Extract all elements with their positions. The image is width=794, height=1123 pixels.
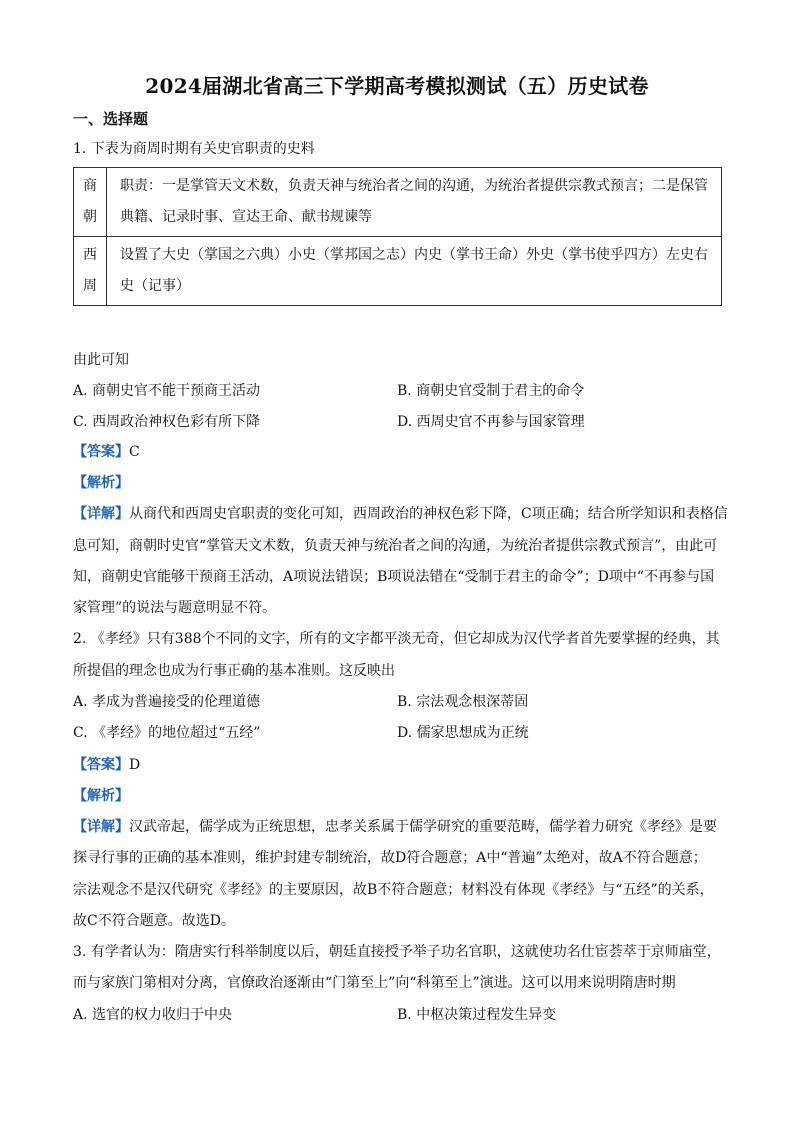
q1-lead: 由此可知 — [73, 352, 129, 368]
detail-tag: 【详解】 — [73, 819, 129, 835]
q3-option-a[interactable]: A. 选官的权力收归于中央 — [73, 1007, 233, 1023]
section-heading: 一、选择题 — [73, 110, 149, 128]
q1-detail-line: 息可知，商朝时史官“掌管天文术数，负责天神与统治者之间的沟通，为统治者提供宗教式预言”，由此可 — [73, 538, 718, 554]
answer-tag: 【答案】 — [73, 757, 129, 773]
q2-option-c[interactable]: C. 《孝经》的地位超过“五经” — [73, 725, 261, 741]
q3-stem: 3. 有学者认为：隋唐实行科举制度以后，朝廷直接授予举子功名官职，这就使功名仕宦荟萃于京师庙堂， — [73, 944, 721, 960]
q1-detail-line: 家管理”的说法与题意明显不符。 — [73, 600, 277, 616]
era-cell: 商 朝 — [74, 168, 107, 237]
table-row — [74, 237, 722, 306]
q2-detail-line: 故C不符合题意。故选D。 — [73, 913, 235, 929]
desc-cell: 职责：一是掌管天文术数，负责天神与统治者之间的沟通，为统治者提供宗教式预言；二是保管 典籍、记录时事、宣达王命、献书规谏等 — [107, 168, 722, 237]
q1-option-b[interactable]: B. 商朝史官受制于君主的命令 — [397, 383, 585, 399]
answer-tag: 【答案】 — [73, 444, 129, 460]
q2-detail-line: 宗法观念不是汉代研究《孝经》的主要原因，故B不符合题意；材料没有体现《孝经》与“五经”的关系， — [73, 882, 714, 898]
detail-tag: 【详解】 — [73, 506, 129, 522]
q2-answer — [73, 755, 140, 775]
q2-option-b[interactable]: B. 宗法观念根深蒂固 — [397, 694, 529, 710]
q1-stem: 1. 下表为商周时期有关史官职责的史料 — [73, 141, 315, 157]
q1-option-d[interactable]: D. 西周史官不再参与国家管理 — [397, 414, 585, 430]
q3-stem: 而与家族门第相对分离，官僚政治逐渐由“门第至上”向“科第至上”演进。这可以用来说明隋唐时期 — [73, 975, 676, 991]
table-row — [74, 168, 722, 237]
q3-option-b[interactable]: B. 中枢决策过程发生异变 — [397, 1007, 557, 1023]
q2-stem: 2. 《孝经》只有388个不同的文字，所有的文字都平淡无奇，但它却成为汉代学者首先要掌握的经典，其 — [73, 631, 720, 647]
era-cell: 西 周 — [74, 237, 107, 306]
desc-cell: 设置了大史（掌国之六典）小史（掌邦国之志）内史（掌书王命）外史（掌书使乎四方）左史右 史（记事） — [107, 237, 722, 306]
q2-stem: 所提倡的理念也成为行事正确的基本准则。这反映出 — [73, 663, 395, 679]
answer-value: C — [129, 444, 140, 460]
q1-option-c[interactable]: C. 西周政治神权色彩有所下降 — [73, 414, 261, 430]
q2-analysis-tag: 【解析】 — [73, 788, 129, 804]
q1-answer — [73, 442, 140, 462]
q2-detail-line: 【详解】汉武帝起，儒学成为正统思想，忠孝关系属于儒学研究的重要范畴，儒学着力研究《孝经》是要 — [73, 819, 717, 835]
answer-value: D — [129, 757, 141, 773]
q1-option-a[interactable]: A. 商朝史官不能干预商王活动 — [73, 383, 261, 399]
q1-detail-line: 【详解】从商代和西周史官职责的变化可知，西周政治的神权色彩下降，C项正确；结合所学知识和表格信 — [73, 506, 728, 522]
q2-option-a[interactable]: A. 孝成为普遍接受的伦理道德 — [73, 694, 261, 710]
page-title: 2024届湖北省高三下学期高考模拟测试（五）历史试卷 — [145, 74, 649, 98]
q1-source-table — [73, 167, 722, 306]
q1-detail-line: 知，商朝史官能够干预商王活动，A项说法错误；B项说法错在“受制于君主的命令”；D项中“不再参与国 — [73, 569, 715, 585]
q2-option-d[interactable]: D. 儒家思想成为正统 — [397, 725, 529, 741]
q2-detail-line: 探寻行事的正确的基本准则，维护封建专制统治，故D符合题意；A中“普遍”太绝对，故A不符合题意； — [73, 850, 707, 866]
q1-analysis-tag: 【解析】 — [73, 475, 129, 491]
